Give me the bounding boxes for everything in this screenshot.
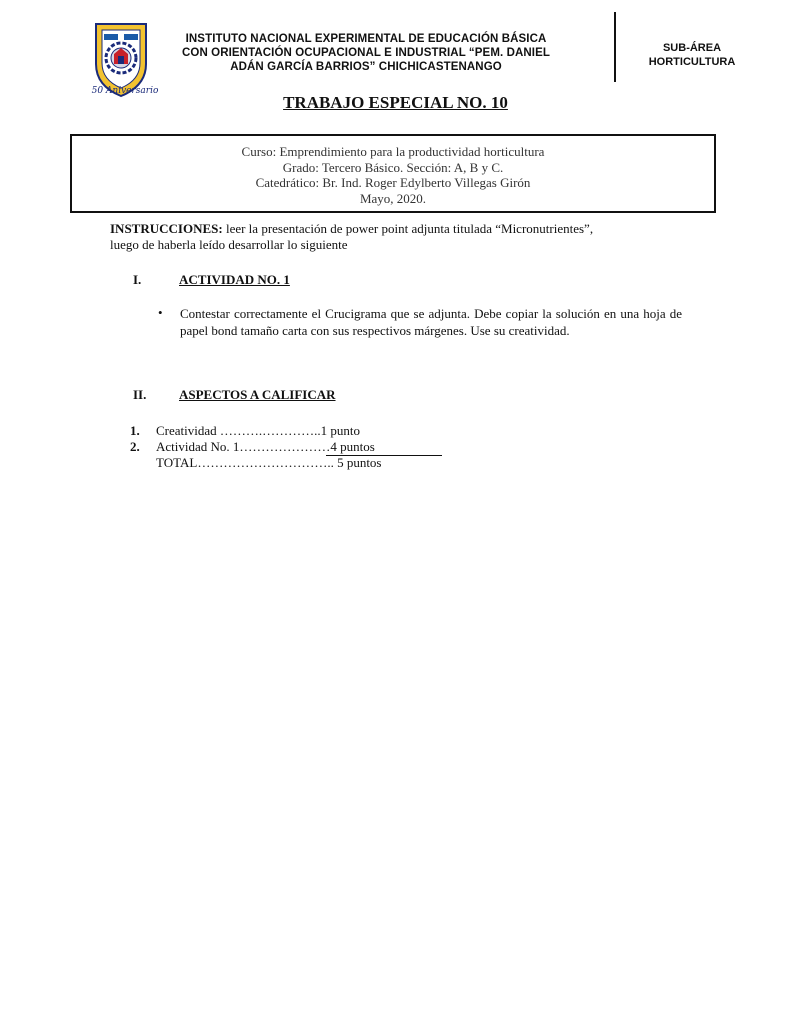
grading-item-2-number: 2.: [130, 439, 140, 454]
grading-total: TOTAL………………………….. 5 puntos: [156, 455, 382, 470]
institution-line-2: CON ORIENTACIÓN OCUPACIONAL E INDUSTRIAL “PEM. DANIEL: [182, 47, 550, 59]
teacher-line: Catedrático: Br. Ind. Roger Edylberto Villegas Girón: [255, 175, 531, 190]
subarea-label: [630, 41, 754, 69]
anniversary-text: 50 Aniversario: [91, 86, 159, 96]
instructions-text-1: leer la presentación de power point adjunta titulada “Micronutrientes”,: [222, 221, 594, 236]
course-info-box: [70, 134, 716, 213]
header-divider: [614, 12, 616, 82]
grading-item-1: [130, 423, 360, 439]
instructions: [110, 221, 692, 253]
document-title: TRABAJO ESPECIAL NO. 10: [283, 93, 508, 112]
section-2-heading: [133, 387, 336, 403]
grading-item-2: [130, 439, 375, 455]
subarea-line-2: HORTICULTURA: [648, 56, 736, 68]
section-1-title: ACTIVIDAD NO. 1: [179, 272, 290, 287]
grade-line: Grado: Tercero Básico. Sección: A, B y C.: [282, 159, 504, 175]
institution-line-3: ADÁN GARCÍA BARRIOS” CHICHICASTENANGO: [230, 61, 502, 73]
institution-line-1: INSTITUTO NACIONAL EXPERIMENTAL DE EDUCACIÓN BÁSICA: [185, 33, 547, 45]
instructions-line-2: luego de haberla leído desarrollar lo siguiente: [110, 237, 348, 252]
institution-name: [160, 32, 572, 74]
subarea-line-1: SUB-ÁREA: [662, 42, 722, 54]
section-2-number: II.: [133, 387, 147, 402]
section-1-heading: [133, 272, 290, 288]
grading-item-2-text: Actividad No. 1…………………4 puntos: [156, 439, 375, 454]
grading-item-1-text: Creatividad ……….…………..1 punto: [156, 423, 361, 438]
section-2-title: ASPECTOS A CALIFICAR: [179, 387, 336, 402]
bullet-icon: •: [158, 305, 163, 320]
section-1-number: I.: [133, 272, 142, 287]
section-1-bullet-text: Contestar correctamente el Crucigrama que se adjunta. Debe copiar la solución en una hoja de papel bond tamaño carta con sus respectivos márgenes. Use su creatividad.: [180, 306, 682, 338]
date-line: Mayo, 2020.: [359, 190, 427, 206]
instructions-line-1: [110, 221, 692, 237]
grading-item-1-number: 1.: [130, 423, 140, 438]
instructions-label: INSTRUCCIONES:: [110, 221, 223, 236]
course-line: Curso: Emprendimiento para la productividad horticultura: [241, 144, 545, 159]
